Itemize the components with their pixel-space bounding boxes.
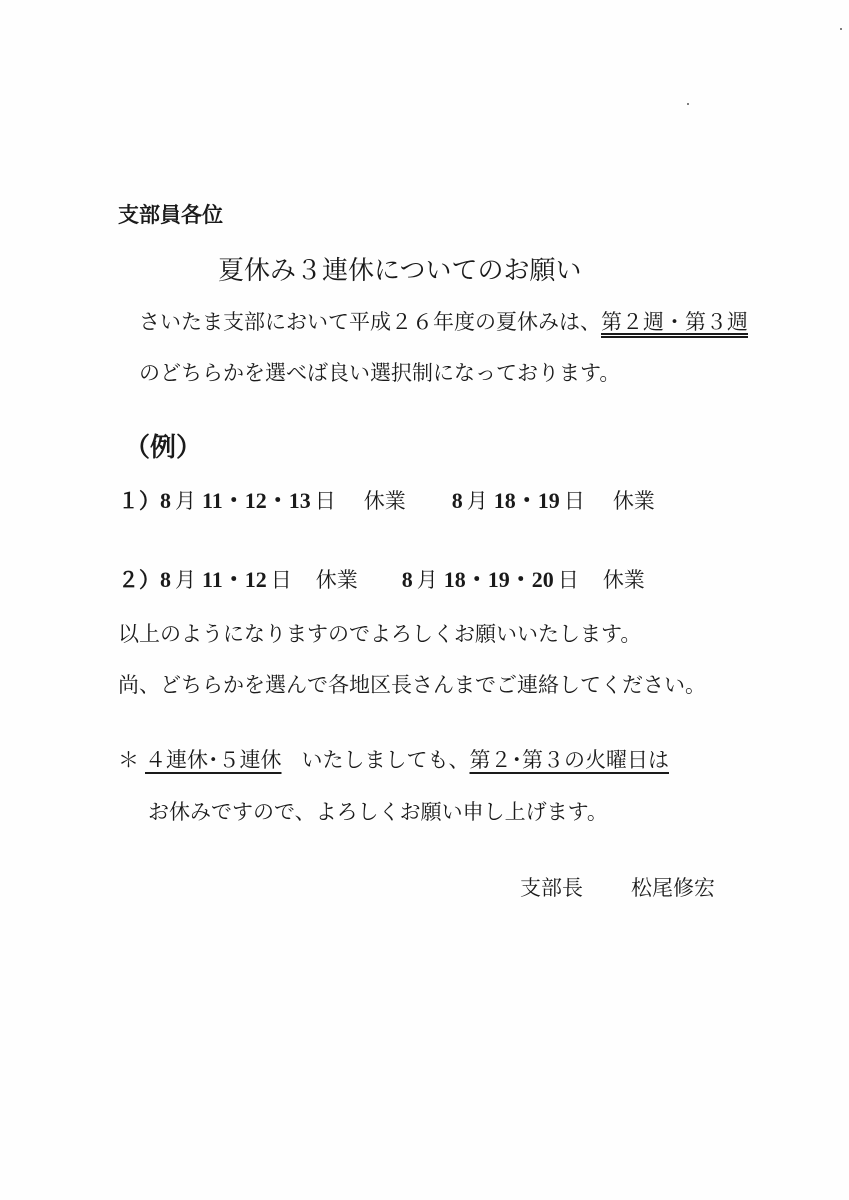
note-line-2: お休みですので、よろしくお願い申し上げます。 — [148, 800, 608, 824]
signature — [520, 874, 715, 902]
closing-line-1: 以上のようになりますのでよろしくお願いいたします。 — [118, 622, 642, 646]
intro-line-1 — [139, 308, 748, 336]
option-2-marker: ２） — [118, 568, 160, 592]
leave-label: 休業 — [612, 489, 655, 513]
note-line-1 — [118, 746, 669, 774]
option-1-month-b: 8 — [451, 488, 463, 513]
note-underlined-tuesdays: 第２･第３の火曜日は — [469, 748, 669, 772]
note-middle-text: いたしましても、 — [301, 748, 470, 772]
intro-underlined-weeks: 第２週・第３週 — [601, 310, 748, 334]
leave-label: 休業 — [602, 568, 645, 592]
option-2-days-b: 18・19・20 — [443, 567, 554, 592]
signature-role: 支部長 — [520, 876, 583, 900]
scan-speck — [687, 103, 689, 105]
option-2-month-b: 8 — [401, 567, 413, 592]
day-label: 日 — [270, 568, 292, 592]
month-label: 月 — [175, 568, 196, 592]
leave-label: 休業 — [363, 489, 406, 513]
option-1-marker: １） — [118, 489, 160, 513]
day-label: 日 — [314, 489, 336, 513]
closing-line-2: 尚、どちらかを選んで各地区長さんまでご連絡してください。 — [118, 673, 706, 697]
intro-line-2: のどちらかを選べば良い選択制になっております。 — [139, 361, 621, 385]
option-1-days-a: 11・12・13 — [202, 488, 311, 513]
month-label: 月 — [466, 489, 488, 513]
addressee: 支部員各位 — [118, 203, 223, 227]
month-label: 月 — [416, 568, 438, 592]
month-label: 月 — [175, 489, 196, 513]
option-2-days-a: 11・12 — [202, 567, 267, 592]
signature-name: 松尾修宏 — [631, 876, 715, 900]
option-1-days-b: 18・19 — [493, 488, 560, 513]
option-2 — [118, 566, 645, 594]
intro-text: さいたま支部において平成２６年度の夏休みは、 — [139, 310, 601, 334]
option-1-month-a: 8 — [160, 488, 171, 513]
option-2-month-a: 8 — [160, 567, 171, 592]
leave-label: 休業 — [315, 568, 358, 592]
example-heading: （例） — [124, 433, 203, 463]
note-underlined-holidays: ４連休･５連休 — [145, 748, 282, 772]
day-label: 日 — [563, 489, 585, 513]
scan-speck — [840, 28, 842, 30]
document-title: 夏休み３連休についてのお願い — [218, 256, 582, 286]
asterisk-mark: ＊ — [118, 748, 139, 772]
option-1 — [118, 487, 655, 515]
day-label: 日 — [557, 568, 579, 592]
